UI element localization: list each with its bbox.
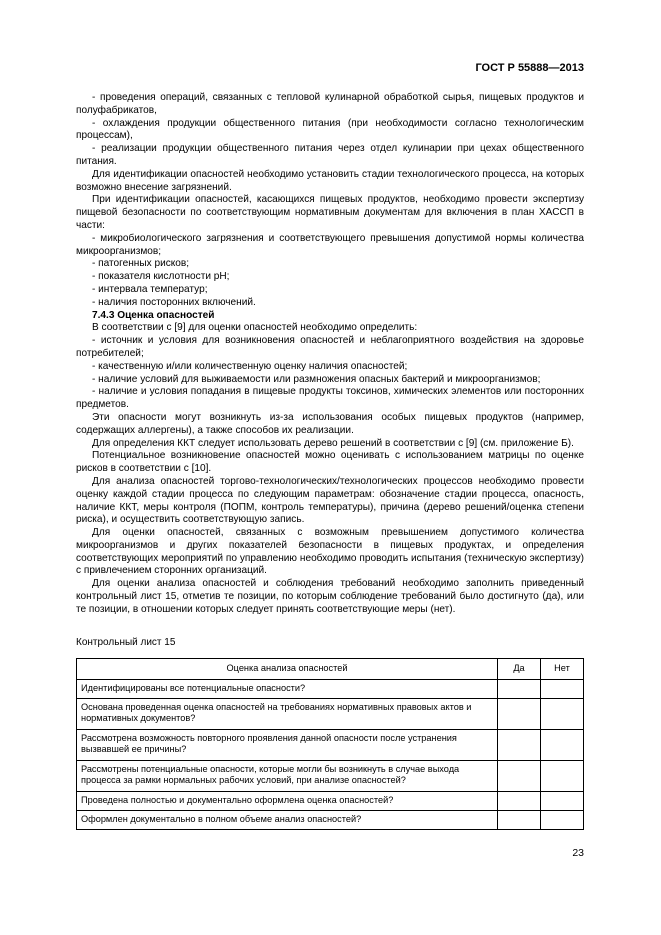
paragraph: - наличие и условия попадания в пищевые продукты токсинов, химических элементов или посторонних предметов. [76, 386, 584, 411]
no-cell[interactable] [541, 679, 584, 698]
no-cell[interactable] [541, 810, 584, 829]
paragraph: - качественную и/или количественную оценку наличия опасностей; [92, 360, 408, 372]
header-yes: Да [498, 659, 541, 680]
paragraph: Для определения ККТ следует использовать дерево решений в соответствии с [9] (см. приложение Б). [92, 437, 574, 449]
question-cell: Рассмотрены потенциальные опасности, которые могли бы возникнуть в случае выхода процесса за рамки нормальных рабочих условий, при анализе опасностей? [77, 760, 498, 791]
paragraph: - наличие условий для выживаемости или размножения опасных бактерий и микроорганизмов; [92, 373, 541, 385]
standard-header: ГОСТ Р 55888—2013 [475, 62, 584, 74]
question-cell: Проведена полностью и документально оформлена оценка опасностей? [77, 791, 498, 810]
paragraph: При идентификации опасностей, касающихся пищевых продуктов, необходимо провести экспертизу пищевой безопасности по соответствующим нормативным документам для включения в план ХАССП в части: [76, 194, 584, 231]
question-cell: Идентифицированы все потенциальные опасности? [77, 679, 498, 698]
yes-cell[interactable] [498, 679, 541, 698]
question-cell: Оформлен документально в полном объеме анализ опасностей? [77, 810, 498, 829]
yes-cell[interactable] [498, 791, 541, 810]
paragraph: - патогенных рисков; [92, 258, 190, 270]
table-caption: Контрольный лист 15 [76, 636, 176, 648]
question-cell: Основана проведенная оценка опасностей на требованиях нормативных правовых актов и нормативных документов? [77, 698, 498, 729]
question-cell: Рассмотрена возможность повторного проявления данной опасности после устранения вызвавшей ее причины? [77, 729, 498, 760]
paragraph: - показателя кислотности pH; [92, 271, 230, 283]
no-cell[interactable] [541, 791, 584, 810]
paragraph: - наличия посторонних включений. [92, 296, 256, 308]
paragraph: - микробиологического загрязнения и соответствующего превышения допустимой нормы количества микроорганизмов; [76, 232, 584, 257]
paragraph: Потенциальное возникновение опасностей можно оценивать с использованием матрицы по оценке рисков в соответствии с [10]. [76, 450, 584, 475]
paragraph: Для оценки опасностей, связанных с возможным превышением допустимого количества микроорганизмов и других показателей безопасности в пищевых продуктах, и определения соответствующих мероприятий по управлению необходимо проводить испытания (техническую экспертизу) с привлечением сторонних организаций. [76, 527, 584, 577]
no-cell[interactable] [541, 729, 584, 760]
paragraph: - проведения операций, связанных с тепловой кулинарной обработкой сырья, пищевых продуктов и полуфабрикатов, [76, 92, 584, 116]
yes-cell[interactable] [498, 729, 541, 760]
table-row [77, 760, 584, 791]
table-row [77, 810, 584, 829]
paragraph: Для оценки анализа опасностей и соблюдения требований необходимо заполнить приведенный контрольный лист 15, отметив те позиции, по которым соблюдение требований было достигнуто (да), или те позиции, в отношении которых следует принять соответствующие меры (нет). [76, 578, 584, 615]
table-row [77, 791, 584, 810]
yes-cell[interactable] [498, 810, 541, 829]
header-question: Оценка анализа опасностей [77, 659, 498, 680]
document-body [76, 92, 584, 830]
table-row [77, 698, 584, 729]
paragraph: - источник и условия для возникновения опасностей и неблагоприятного воздействия на здоровье потребителей; [76, 335, 584, 359]
yes-cell[interactable] [498, 698, 541, 729]
header-no: Нет [541, 659, 584, 680]
paragraph: - реализации продукции общественного питания через отдел кулинарии при цехах общественного питания. [76, 143, 584, 167]
checklist-table [76, 658, 584, 830]
table-row [77, 729, 584, 760]
no-cell[interactable] [541, 760, 584, 791]
no-cell[interactable] [541, 698, 584, 729]
page-number: 23 [572, 847, 584, 859]
yes-cell[interactable] [498, 760, 541, 791]
paragraph: В соответствии с [9] для оценки опасностей необходимо определить: [92, 322, 418, 334]
paragraph: - охлаждения продукции общественного питания (при необходимости согласно технологическим процессам), [76, 117, 584, 142]
table-row [77, 679, 584, 698]
section-heading: 7.4.3 Оценка опасностей [92, 309, 215, 321]
table-header-row [77, 659, 584, 680]
paragraph: Эти опасности могут возникнуть из-за использования особых пищевых продуктов (например, содержащих аллергены), а также способов их реализации. [76, 411, 584, 436]
paragraph: - интервала температур; [92, 283, 208, 295]
paragraph: Для анализа опасностей торгово-технологических/технологических процессов необходимо провести оценку каждой стадии процесса по следующим параметрам: обозначение стадии процесса, опасность, наличие ККТ, меры контроля (ПОПМ, контроль температуры), причина (дерево решений/оценка степени риска), и осуществить соответствующую запись. [76, 475, 584, 526]
paragraph: Для идентификации опасностей необходимо установить стадии технологического процесса, на которых возможно внесение загрязнений. [76, 168, 584, 193]
